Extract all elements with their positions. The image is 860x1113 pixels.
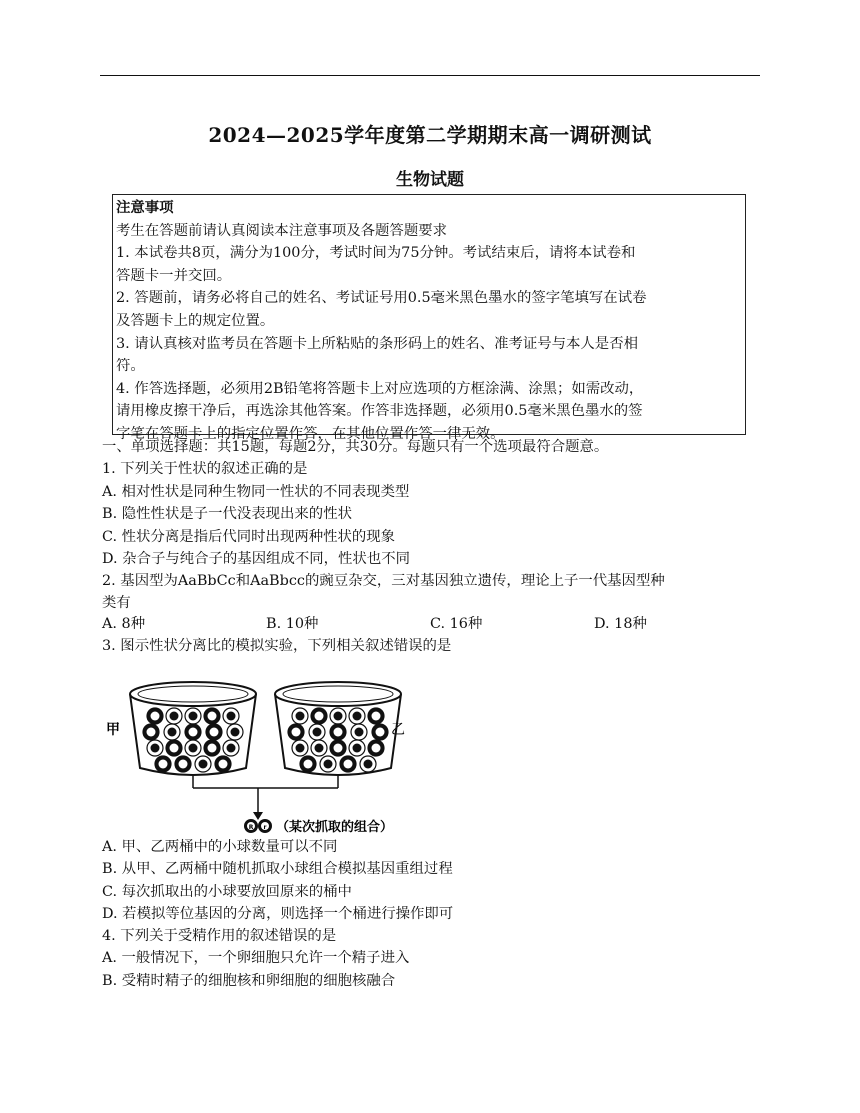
header-rule bbox=[100, 75, 760, 76]
bucket-ball-core bbox=[344, 760, 353, 769]
question-2-stem: 2. 基因型为AaBbCc和AaBbcc的豌豆杂交，三对基因独立遗传，理论上子一代基因型种 bbox=[102, 573, 665, 589]
connector-arrow bbox=[193, 776, 338, 820]
bucket-ball-core bbox=[170, 712, 179, 721]
question-1-option-b: B. 隐性性状是子一代没表现出来的性状 bbox=[102, 506, 352, 522]
notice-line: 4. 作答选择题，必须用2B铅笔将答题卡上对应选项的方框涂满、涂黑；如需改动， bbox=[116, 380, 644, 397]
bucket-ball-core bbox=[159, 760, 168, 769]
section-heading: 一、单项选择题：共15题，每题2分，共30分。每题只有一个选项最符合题意。 bbox=[102, 439, 609, 455]
bucket-ball-core bbox=[313, 728, 322, 737]
bucket-ball-core bbox=[364, 760, 373, 769]
drawn-ball-r-upper bbox=[244, 819, 258, 833]
bucket-ball-core bbox=[353, 744, 362, 753]
bucket-ball-core bbox=[151, 744, 160, 753]
bucket-ball-core bbox=[219, 760, 228, 769]
bucket-ball-core bbox=[227, 744, 236, 753]
notice-line: 3. 请认真核对监考员在答题卡上所粘贴的条形码上的姓名、准考证号与本人是否相 bbox=[116, 335, 638, 352]
figure-caption: （某次抓取的组合） bbox=[276, 820, 394, 835]
bucket-ball-core bbox=[353, 712, 362, 721]
question-2-option-c: C. 16种 bbox=[430, 616, 483, 632]
bucket-ball-core bbox=[208, 744, 217, 753]
drawn-ball-label-r: r bbox=[263, 824, 267, 831]
bucket-ball-core bbox=[304, 760, 313, 769]
notice-line: 考生在答题前请认真阅读本注意事项及各题答题要求 bbox=[116, 222, 447, 239]
bucket-ball-core bbox=[189, 744, 198, 753]
bucket-left bbox=[130, 682, 256, 775]
bucket-ball-core bbox=[231, 728, 240, 737]
question-2-option-a: A. 8种 bbox=[102, 616, 146, 632]
question-2-stem-cont: 类有 bbox=[102, 595, 131, 611]
bucket-right-balls bbox=[288, 708, 388, 772]
bucket-ball-core bbox=[334, 744, 343, 753]
question-3-option-d: D. 若模拟等位基因的分离，则选择一个桶进行操作即可 bbox=[102, 906, 454, 922]
bucket-experiment-figure bbox=[98, 672, 418, 840]
question-2-option-d: D. 18种 bbox=[594, 616, 647, 632]
notice-line: 1. 本试卷共8页，满分为100分，考试时间为75分钟。考试结束后，请将本试卷和 bbox=[116, 245, 636, 262]
notice-line: 答题卡一并交回。 bbox=[116, 267, 232, 284]
bucket-ball-core bbox=[151, 712, 160, 721]
question-2-option-b: B. 10种 bbox=[266, 616, 319, 632]
bucket-ball-core bbox=[315, 712, 324, 721]
notice-heading: 注意事项 bbox=[116, 199, 174, 216]
bucket-ball-core bbox=[372, 744, 381, 753]
bucket-left-label: 甲 bbox=[106, 722, 120, 738]
bucket-ball-core bbox=[296, 744, 305, 753]
question-1-option-c: C. 性状分离是指后代同时出现两种性状的现象 bbox=[102, 529, 396, 545]
exam-subtitle: 生物试题 bbox=[396, 170, 464, 190]
question-4-option-a: A. 一般情况下，一个卵细胞只允许一个精子进入 bbox=[102, 950, 410, 966]
bucket-ball-core bbox=[376, 728, 385, 737]
bucket-ball-core bbox=[189, 728, 198, 737]
notice-line: 请用橡皮擦干净后，再选涂其他答案。作答非选择题，必须用0.5毫米黑色墨水的签 bbox=[116, 403, 643, 420]
bucket-ball-core bbox=[179, 760, 188, 769]
bucket-ball-core bbox=[227, 712, 236, 721]
notice-line: 字笔在答题卡上的指定位置作答，在其他位置作答一律无效。 bbox=[116, 425, 505, 442]
bucket-ball-core bbox=[189, 712, 198, 721]
question-4-option-b: B. 受精时精子的细胞核和卵细胞的细胞核融合 bbox=[102, 973, 396, 989]
bucket-ball-core bbox=[324, 760, 333, 769]
question-3-option-c: C. 每次抓取出的小球要放回原来的桶中 bbox=[102, 884, 352, 900]
notice-line: 符。 bbox=[116, 358, 145, 375]
bucket-ball-core bbox=[210, 728, 219, 737]
question-2-options bbox=[102, 612, 762, 634]
question-3-option-a: A. 甲、乙两桶中的小球数量可以不同 bbox=[102, 839, 338, 855]
notice-line: 及答题卡上的规定位置。 bbox=[116, 312, 275, 329]
bucket-ball-core bbox=[296, 712, 305, 721]
bucket-left-balls bbox=[143, 708, 243, 772]
bucket-ball-core bbox=[334, 712, 343, 721]
bucket-ball-core bbox=[199, 760, 208, 769]
drawn-ball-r-lower bbox=[258, 819, 272, 833]
question-3-option-b: B. 从甲、乙两桶中随机抓取小球组合模拟基因重组过程 bbox=[102, 861, 453, 877]
bucket-right-label: 乙 bbox=[391, 722, 405, 738]
notice-line: 2. 答题前，请务必将自己的姓名、考试证号用0.5毫米黑色墨水的签字笔填写在试卷 bbox=[116, 290, 647, 307]
bucket-ball-core bbox=[334, 728, 343, 737]
bucket-right bbox=[275, 682, 401, 775]
exam-title: 2024—2025学年度第二学期期末高一调研测试 bbox=[208, 123, 652, 147]
bucket-ball-core bbox=[147, 728, 156, 737]
question-3-stem: 3. 图示性状分离比的模拟实验，下列相关叙述错误的是 bbox=[102, 638, 452, 654]
bucket-ball-core bbox=[208, 712, 217, 721]
question-4-stem: 4. 下列关于受精作用的叙述错误的是 bbox=[102, 928, 337, 944]
bucket-ball-core bbox=[315, 744, 324, 753]
bucket-ball-core bbox=[355, 728, 364, 737]
bucket-ball-core bbox=[372, 712, 381, 721]
notice-box bbox=[112, 194, 746, 442]
question-1-option-a: A. 相对性状是同种生物同一性状的不同表现类型 bbox=[102, 484, 410, 500]
drawn-ball-label-R: R bbox=[248, 824, 254, 831]
bucket-ball-core bbox=[292, 728, 301, 737]
bucket-ball-core bbox=[168, 728, 177, 737]
bucket-ball-core bbox=[170, 744, 179, 753]
question-1-stem: 1. 下列关于性状的叙述正确的是 bbox=[102, 461, 308, 477]
question-1-option-d: D. 杂合子与纯合子的基因组成不同，性状也不同 bbox=[102, 551, 410, 567]
